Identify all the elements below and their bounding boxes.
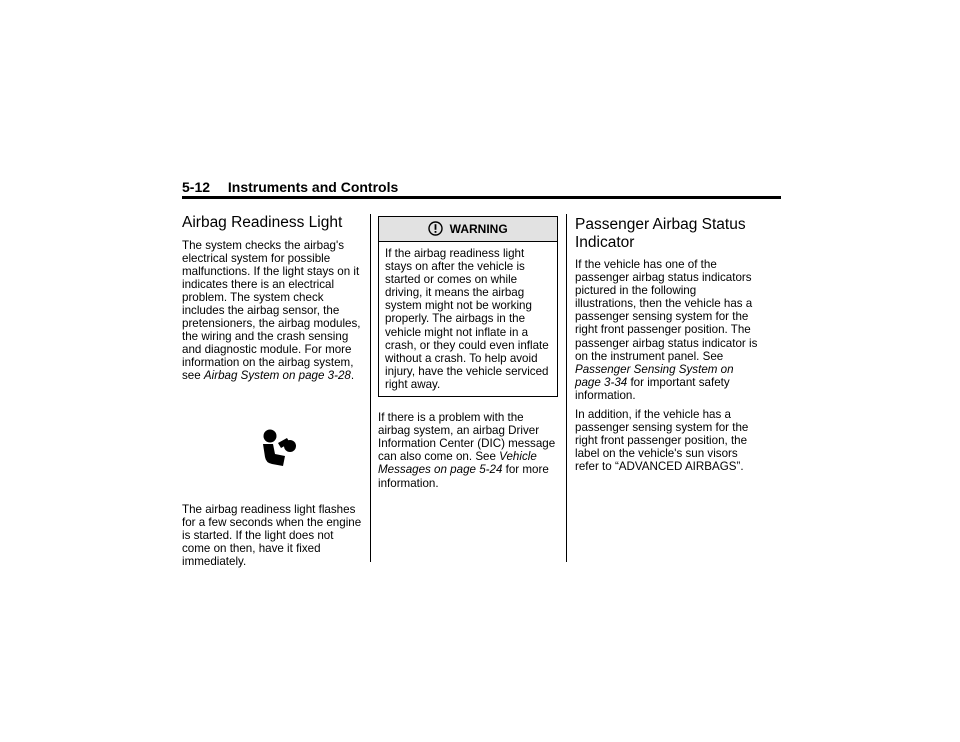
- warning-label: WARNING: [449, 222, 508, 236]
- passenger-airbag-heading: Passenger Airbag Status Indicator: [575, 216, 746, 251]
- warning-body: If the airbag readiness light stays on after the vehicle is started or comes on while driving, it means the airbag system might not be working properly. The airbags in the vehicle might not inflate in a crash, or they could even inflate without a crash. To help avoid injury, have the vehicle serviced right away.: [385, 247, 549, 391]
- airbag-readiness-icon: [260, 429, 298, 467]
- page-header: [182, 179, 781, 195]
- warning-icon: [428, 221, 443, 236]
- section-title: Instruments and Controls: [227, 179, 399, 195]
- vehicle-messages-link[interactable]: Vehicle Messages on page 5-24: [378, 450, 537, 477]
- passenger-sensing-link[interactable]: Passenger Sensing System on page 3-34: [575, 362, 734, 389]
- airbag-readiness-intro: The system checks the airbag's electrical system for possible malfunctions. If the light stays on it indicates there is an electrical problem. The system check includes the airbag sensor, the pretensioners, the airbag modules, the wiring and the crash sensing and diagnostic module. For more information on the airbag system, see Airbag System on page 3-28.: [182, 238, 361, 383]
- passenger-airbag-p2: In addition, if the vehicle has a passenger sensing system for the right front passenger position, the label on the vehicle's sun visors refer to “ADVANCED AIRBAGS”.: [575, 408, 749, 474]
- airbag-system-link[interactable]: Airbag System on page 3-28: [203, 369, 351, 383]
- airbag-readiness-heading: Airbag Readiness Light: [182, 214, 343, 231]
- column-2: [378, 216, 558, 496]
- column-divider-2: [566, 214, 567, 562]
- airbag-readiness-flash-text: The airbag readiness light flashes for a few seconds when the engine is started. If the light does not come on then, have it fixed immediately.: [182, 502, 362, 568]
- dic-message-text: If there is a problem with the airbag system, an airbag Driver Information Center (DIC) message can also come on. See Vehicle Messages on page 5-24 for more information.: [378, 411, 556, 490]
- warning-box: [378, 216, 558, 397]
- warning-header: [379, 217, 557, 242]
- passenger-airbag-p1: If the vehicle has one of the passenger airbag status indicators pictured in the following illustrations, then the vehicle has a passenger sensing system for the right front passenger position. The passenger airbag status indicator is on the instrument panel. See Passenger Sensing System on page 3-34 for important safety information.: [575, 258, 758, 402]
- column-divider-1: [370, 214, 371, 562]
- header-rule: [182, 196, 781, 199]
- column-1: [182, 214, 362, 574]
- column-3: [575, 216, 759, 480]
- page-number: 5-12: [182, 179, 211, 195]
